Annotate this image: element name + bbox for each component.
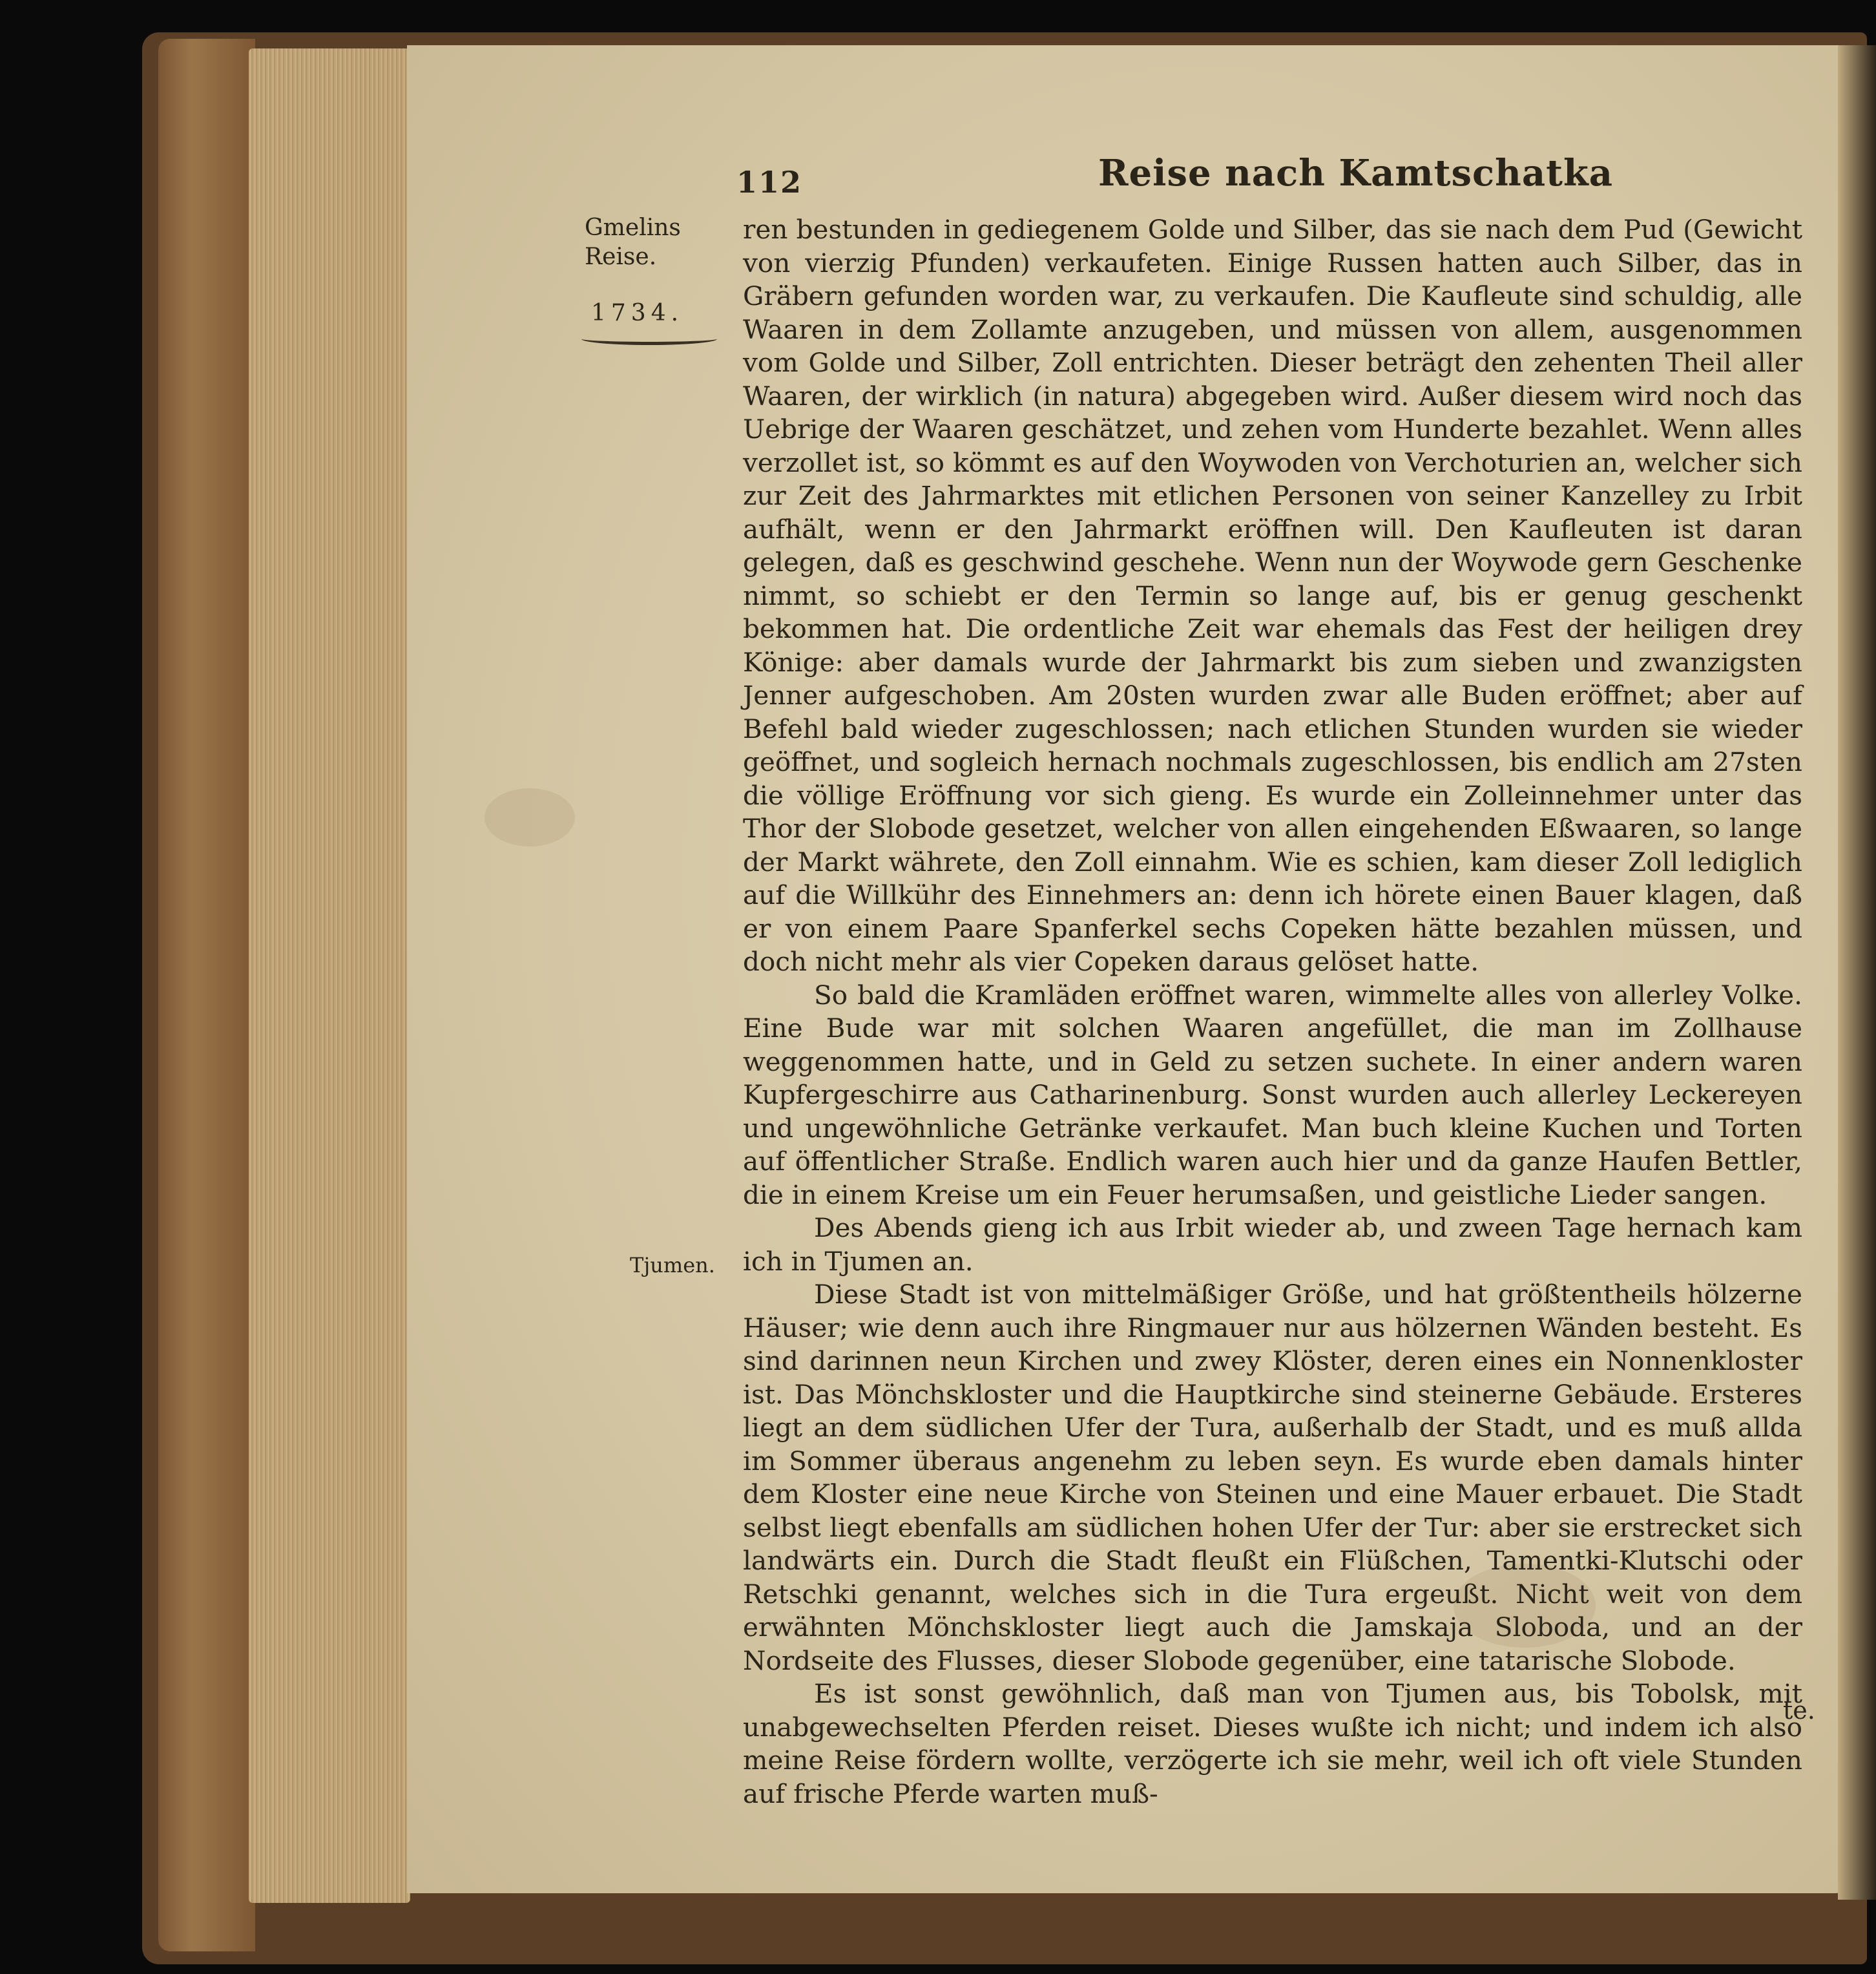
marginal-note-tjumen: Tjumen. — [630, 1253, 715, 1277]
body-text — [743, 213, 1802, 1811]
book-spine-leather — [158, 39, 255, 1951]
paragraph: Des Abends gieng ich aus Irbit wieder ab, und zween Tage hernach kam ich in Tjumen an. — [743, 1212, 1802, 1277]
paragraph: ren bestunden in gediegenem Golde und Silber, das sie nach dem Pud (Gewicht von vierzig Pfunden) verkaufeten. Einige Russen hatten auch Silber, das in Gräbern gefunden worden war, zu verkaufen. Die Kaufleute sind schuldig, alle Waaren in dem Zollamte anzugeben, und müssen von allem, ausgenommen vom Golde und Silber, Zoll entrichten. Dieser beträgt den zehenten Theil aller Waaren, der wirklich (in natura) abgegeben wird. Außer diesem wird noch das Uebrige der Waaren geschätzet, und zehen vom Hunderte bezahlet. Wenn alles verzollet ist, so kömmt es auf den Woywoden von Verchoturien an, welcher sich zur Zeit des Jahrmarktes mit etlichen Personen von seiner Kanzelley zu Irbit aufhält, wenn er den Jahrmarkt eröffnen will. Den Kaufleuten ist daran gelegen, daß es geschwind geschehe. Wenn nun der Woywode gern Geschenke nimmt, so schiebt er den Termin so lange auf, bis er genug geschenkt bekommen hat. Die ordentliche Zeit war ehemals das Fest der heiligen drey Könige: aber damals wurde der Jahrmarkt bis zum sieben und zwanzigsten Jenner aufgeschoben. Am 20sten wurden zwar alle Buden eröffnet; aber auf Befehl bald wieder zugeschlossen; nach etlichen Stunden wurden sie wieder geöffnet, und sogleich hernach nochmals zugeschlossen, bis endlich am 27sten die völlige Eröffnung vor sich gieng. Es wurde ein Zolleinnehmer unter das Thor der Slobode gesetzet, welcher von allen eingehenden Eßwaaren, so lange der Markt währete, den Zoll einnahm. Wie es schien, kam dieser Zoll lediglich auf die Willkühr des Einnehmers an: denn ich hörete einen Bauer klagen, daß er von einem Paare Spanferkel sechs Copeken hätte bezahlen müssen, und doch nicht mehr als vier Copeken daraus gelöset hatte. — [743, 214, 1802, 977]
paragraph: Diese Stadt ist von mittelmäßiger Größe, und hat größtentheils hölzerne Häuser; wie denn auch ihre Ringmauer nur aus hölzernen Wänden besteht. Es sind darinnen neun Kirchen und zwey Klöster, deren eines ein Nonnenkloster ist. Das Mönchskloster und die Hauptkirche sind steinerne Gebäude. Ersteres liegt an dem südlichen Ufer der Tura, außerhalb der Stadt, und es muß allda im Sommer überaus angenehm zu leben seyn. Es wurde eben damals hinter dem Kloster eine neue Kirche von Steinen und eine Mauer erbauet. Die Stadt selbst liegt ebenfalls am südlichen hohen Ufer der Tur: aber sie erstrecket sich landwärts ein. Durch die Stadt fleußt ein Flüßchen, Tamentki-Klutschi oder Retschki genannt, welches sich in die Tura ergeußt. Nicht weit von dem erwähnten Mönchskloster liegt auch die Jamskaja Sloboda, und an der Nordseite des Flusses, dieser Slobode gegenüber, eine tatarische Slobode. — [743, 1279, 1802, 1676]
page-number: 112 — [736, 165, 803, 200]
marginal-rule — [581, 333, 717, 345]
paragraph: Es ist sonst gewöhnlich, daß man von Tjumen aus, bis Tobolsk, mit unabgewechselten Pferden reiset. Dieses wußte ich nicht; und indem ich also meine Reise fördern wollte, verzögerte ich sie mehr, weil ich oft viele Stunden auf frische Pferde warten muß- — [743, 1678, 1802, 1809]
paragraph: So bald die Kramläden eröffnet waren, wimmelte alles von allerley Volke. Eine Bude war mit solchen Waaren angefüllet, die man im Zollhause weggenommen hatte, und in Geld zu setzen suchete. In einer andern waren Kupfergeschirre aus Catharinenburg. Sonst wurden auch allerley Leckereyen und ungewöhnliche Getränke verkaufet. Man buch kleine Kuchen und Torten auf öffentlicher Straße. Endlich waren auch hier und da ganze Haufen Bettler, die in einem Kreise um ein Feuer herumsaßen, und geistliche Lieder sangen. — [743, 979, 1802, 1210]
catchword: te. — [1783, 1696, 1815, 1725]
page-edges — [249, 48, 410, 1903]
page-gutter — [1838, 45, 1876, 1900]
paper-stain — [485, 788, 575, 846]
marginal-note-year: 1734. — [591, 300, 684, 326]
running-head: Reise nach Kamtschatka — [1098, 152, 1614, 194]
marginal-note-author: Gmelins — [585, 215, 681, 241]
marginal-note-place: Reise. — [585, 244, 657, 270]
